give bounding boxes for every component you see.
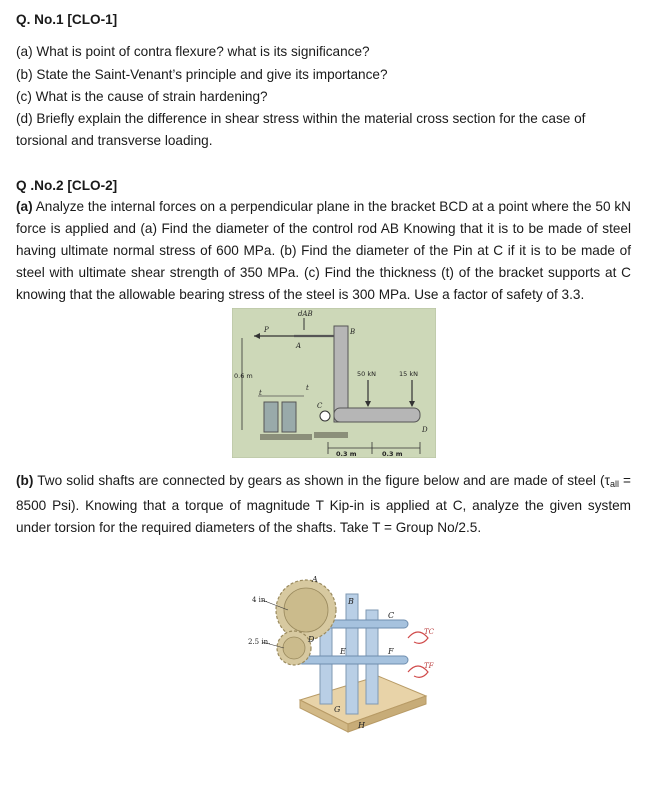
- label-tf: TF: [424, 662, 434, 670]
- q1-part-d-line2: torsional and transverse loading.: [16, 133, 213, 148]
- ground-left: [260, 434, 312, 440]
- label-e: E: [340, 647, 346, 656]
- label-a: A: [296, 342, 302, 350]
- gear-shaft-figure: [248, 560, 438, 736]
- bracket-figure: [232, 308, 436, 458]
- label-p: P: [264, 326, 269, 334]
- q1-part-b: (b) State the Saint-Venant’s principle and give its importance?: [16, 67, 388, 82]
- q2-part-a-text: Analyze the internal forces on a perpendicular plane in the bracket BCD at a point where the 50 kN force is applied and (a) Find the diameter of the control rod AB Knowing that it is to be made of steel having ultimate normal stress of 600 MPa. (b) Find the diameter of the Pin at C if it is to be made of steel with ultimate shear strength of 350 MPa. (c) Find the thickness (t) of the bracket supports at C knowing that the allowable bearing stress of the steel is 300 MPa. Use a factor of safety of 3.3.: [16, 199, 631, 302]
- load-50kn-label: 50 kN: [357, 370, 376, 378]
- q1-part-d-line1: (d) Briefly explain the difference in shear stress within the material cross section for the case of: [16, 111, 586, 126]
- support-left: [264, 402, 278, 432]
- q1-part-a: (a) What is point of contra flexure? what is its significance?: [16, 44, 370, 59]
- q2-part-a: [16, 196, 631, 306]
- label-gear-a: A: [312, 575, 318, 584]
- dimension-0-3m-b: 0.3 m: [382, 450, 403, 458]
- label-b: B: [350, 328, 356, 336]
- dimension-4in: 4 in.: [252, 596, 268, 604]
- label-c: C: [317, 402, 323, 410]
- label-gear-d: D: [308, 635, 315, 644]
- load-15kn-label: 15 kN: [399, 370, 418, 378]
- label-d: D: [422, 426, 428, 434]
- q2-part-b: [16, 470, 631, 539]
- q2-part-a-label: (a): [16, 199, 33, 214]
- bracket-horizontal-arm: [334, 408, 420, 422]
- label-tc: TC: [424, 628, 435, 636]
- label-dab: dAB: [298, 310, 313, 318]
- q1-part-c: (c) What is the cause of strain hardening?: [16, 89, 268, 104]
- label-f: F: [388, 647, 394, 656]
- dimension-2-5in: 2.5 in.: [248, 638, 271, 646]
- label-t-left: t: [259, 389, 262, 397]
- pin-c: [320, 411, 330, 421]
- dimension-0-6m: 0.6 m: [234, 372, 253, 380]
- shaft-ef: [298, 656, 408, 664]
- ground-right: [314, 432, 348, 438]
- q2-part-b-text2: = 8500 Psi). Knowing that a torque of magnitude T Kip-in is applied at C, analyze the given system under torsion for the required diameters of the shafts. Take T = Group No/2.5.: [16, 473, 631, 535]
- label-t-right: t: [306, 384, 309, 392]
- q2-part-b-text1: Two solid shafts are connected by gears as shown in the figure below and are made of steel (τ: [33, 473, 610, 488]
- dimension-0-3m-a: 0.3 m: [336, 450, 357, 458]
- support-right: [282, 402, 296, 432]
- q2-part-b-label: (b): [16, 473, 34, 488]
- q2-part-b-subscript: all: [609, 479, 619, 489]
- label-b: B: [348, 597, 354, 606]
- label-h: H: [358, 721, 365, 730]
- q2-heading: Q .No.2 [CLO-2]: [16, 178, 118, 193]
- label-g: G: [334, 705, 341, 714]
- q1-heading: Q. No.1 [CLO-1]: [16, 12, 118, 27]
- support-post-2: [346, 594, 358, 714]
- label-c: C: [388, 611, 395, 620]
